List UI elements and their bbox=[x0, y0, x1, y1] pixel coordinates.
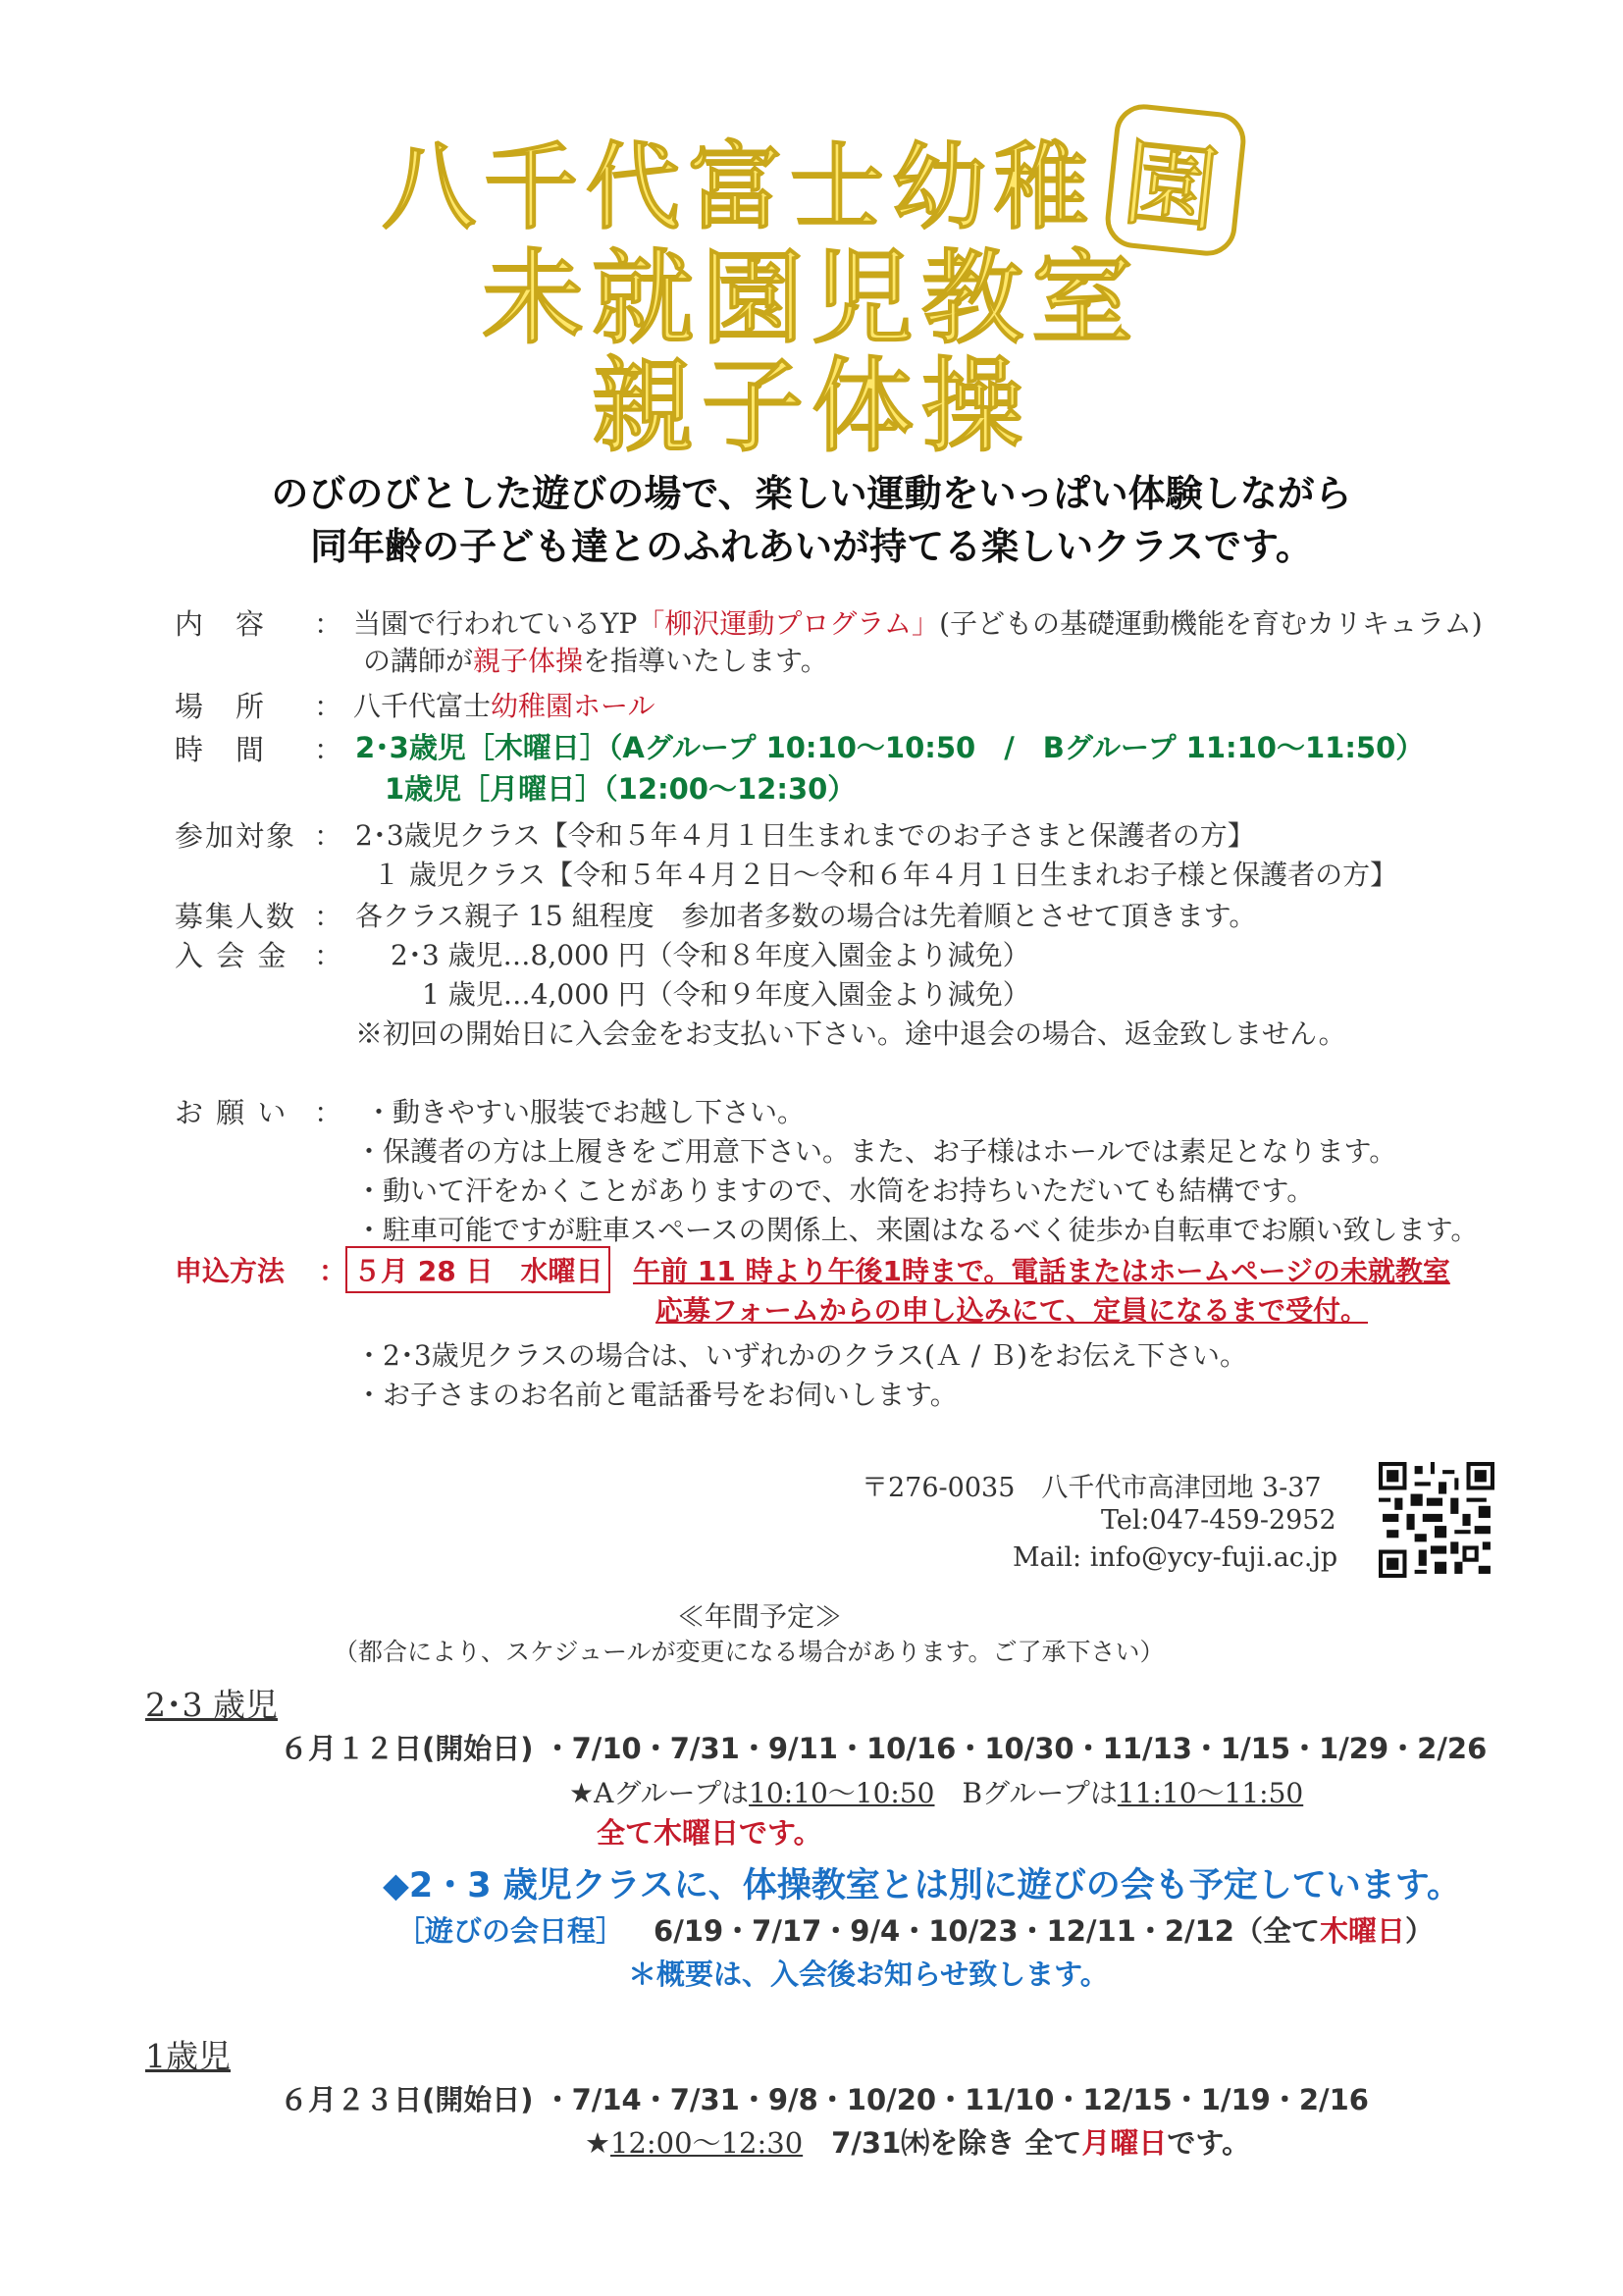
boshu-colon: ： bbox=[314, 900, 343, 933]
title-line-3: 親子体操 bbox=[591, 346, 1031, 466]
contact-address: 〒276-0035 八千代市高津団地 3-37 bbox=[862, 1473, 1322, 1503]
moushikomi-item: ・2･3歳児クラスの場合は、いずれかのクラス(Ａ / Ｂ)をお伝え下さい。 bbox=[355, 1339, 1248, 1372]
naiyou-colon: ： bbox=[314, 607, 343, 641]
jikan-line-1: 2･3歳児［木曜日］（Aグループ 10:10～10:50 / Bグループ 11:10～11:50） bbox=[355, 731, 1425, 764]
basho-pre: 八千代富士 bbox=[353, 690, 492, 722]
group1-note-line bbox=[585, 2121, 1250, 2162]
lead-line-2: 同年齢の子ども達とのふれあいが持てる楽しいクラスです。 bbox=[310, 525, 1313, 568]
basho-red: 幼稚園ホール bbox=[491, 690, 655, 722]
boshu-label: 募集人数 bbox=[175, 900, 297, 933]
onegai-item: ・動いて汗をかくことがありますので、水筒をお持ちいただいても結構です。 bbox=[355, 1174, 1315, 1207]
group1-label: 1歳児 bbox=[145, 2037, 231, 2075]
onegai-item: ・駐車可能ですが駐車スペースの関係上、来園はなるべく徒歩か自転車でお願い致します。 bbox=[355, 1214, 1479, 1246]
nyukai-colon: ： bbox=[314, 939, 343, 972]
taishou-line-1: 2･3歳児クラス【令和５年４月１日生まれまでのお子さまと保護者の方】 bbox=[355, 819, 1255, 852]
onegai-label: お 願 い bbox=[175, 1096, 288, 1129]
naiyou-label: 内 容 bbox=[175, 607, 267, 641]
nyukai-label: 入 会 金 bbox=[175, 939, 288, 972]
group1-note-red: 月曜日 bbox=[1081, 2126, 1168, 2160]
nyukai-note: ※初回の開始日に入会金をお支払い下さい。途中退会の場合、返金致しません。 bbox=[355, 1018, 1346, 1050]
moushikomi-item: ・お子さまのお名前と電話番号をお伺いします。 bbox=[355, 1379, 958, 1411]
group1-time: 12:00～12:30 bbox=[610, 2126, 804, 2160]
group1-note-pre: 7/31㈭を除き 全て bbox=[803, 2126, 1082, 2160]
naiyou-text-2 bbox=[363, 640, 828, 679]
asobi-line bbox=[396, 1909, 1434, 1950]
group23-all: 全て木曜日です。 bbox=[597, 1816, 822, 1850]
asobi-day: 木曜日 bbox=[1319, 1914, 1405, 1948]
onegai-item: ・動きやすい服装でお越し下さい。 bbox=[365, 1096, 806, 1128]
group1-note-post: です。 bbox=[1167, 2126, 1251, 2160]
moushikomi-colon: ： bbox=[319, 1255, 347, 1287]
onegai-colon: ： bbox=[314, 1096, 343, 1129]
naiyou-line2-pre: の講師が bbox=[363, 645, 474, 677]
asobi-headline: ◆2・3 歳児クラスに、体操教室とは別に遊びの会も予定しています。 bbox=[383, 1866, 1461, 1905]
asobi-close: ） bbox=[1404, 1914, 1434, 1948]
naiyou-line2-post: を指導いたします。 bbox=[583, 645, 828, 677]
nyukai-line-2: 1 歳児…4,000 円（令和９年度入園金より減免） bbox=[422, 978, 1030, 1011]
taishou-line-2: １ 歳児クラス【令和５年４月２日～令和６年４月１日生まれお子様と保護者の方】 bbox=[373, 859, 1398, 891]
moushikomi-date: ５月 28 日 水曜日 bbox=[345, 1246, 610, 1293]
asobi-note: ＊概要は、入会後お知らせ致します。 bbox=[628, 1957, 1109, 1991]
asobi-label: ［遊びの会日程］ bbox=[396, 1914, 625, 1948]
lead-line-1: のびのびとした遊びの場で、楽しい運動をいっぱい体験しながら bbox=[271, 472, 1352, 515]
jikan-line-2: 1歳児［月曜日］（12:00～12:30） bbox=[385, 772, 857, 806]
moushikomi-line-2: 応募フォームからの申し込みにて、定員になるまで受付。 bbox=[655, 1294, 1369, 1327]
group1-dates: ６月２３日(開始日) ・7/14・7/31・9/8・10/20・11/10・12/15・1/19・2/16 bbox=[280, 2083, 1369, 2116]
jikan-label: 時 間 bbox=[175, 733, 267, 766]
taishou-colon: ： bbox=[314, 819, 343, 853]
contact-tel: Tel:047-459-2952 bbox=[1101, 1505, 1336, 1536]
taishou-label: 参加対象 bbox=[175, 819, 297, 853]
naiyou-post: (子どもの基礎運動機能を育むカリキュラム) bbox=[939, 607, 1483, 640]
qr-code-icon bbox=[1379, 1462, 1494, 1578]
title-line-2: 未就園児教室 bbox=[481, 238, 1141, 358]
contact-mail: Mail: info@ycy-fuji.ac.jp bbox=[1013, 1542, 1338, 1573]
group23-b-time: 11:10～11:50 bbox=[1117, 1777, 1304, 1809]
moushikomi-line-1: 午前 11 時より午後1時まで。電話またはホームページの未就教室 bbox=[633, 1255, 1450, 1287]
group23-label: 2･3 歳児 bbox=[145, 1686, 278, 1724]
onegai-item: ・保護者の方は上履きをご用意下さい。また、お子様はホールでは素足となります。 bbox=[355, 1135, 1397, 1168]
title-line-1-main: 八千代富士幼稚 bbox=[382, 132, 1096, 242]
group23-star: ★Aグループは bbox=[569, 1777, 750, 1809]
schedule-heading: ≪年間予定≫ bbox=[677, 1600, 843, 1633]
nyukai-line-1: 2･3 歳児…8,000 円（令和８年度入園金より減免） bbox=[391, 939, 1030, 971]
naiyou-program: 「柳沢運動プログラム」 bbox=[637, 607, 940, 640]
boshu-text: 各クラス親子 15 組程度 参加者多数の場合は先着順とさせて頂きます。 bbox=[355, 900, 1257, 932]
naiyou-text bbox=[353, 602, 1483, 642]
basho-label: 場 所 bbox=[175, 690, 267, 723]
schedule-note: （都合により、スケジュールが変更になる場合があります。ご了承下さい） bbox=[334, 1638, 1165, 1666]
naiyou-pre: 当園で行われているYP bbox=[353, 607, 638, 640]
jikan-colon: ： bbox=[314, 733, 343, 766]
naiyou-line2-red: 親子体操 bbox=[473, 645, 584, 677]
group23-dates: ６月１２日(開始日) ・7/10・7/31・9/11・10/16・10/30・11/13・1/15・1/29・2/26 bbox=[280, 1732, 1488, 1765]
group1-star: ★ bbox=[585, 2126, 610, 2160]
title-line-1-end: 園 bbox=[1103, 101, 1249, 258]
group23-star-line bbox=[569, 1772, 1303, 1811]
moushikomi-label: 申込方法 bbox=[175, 1255, 286, 1287]
asobi-dates: 6/19・7/17・9/4・10/23・12/11・2/12（全て bbox=[654, 1914, 1320, 1948]
basho-text bbox=[353, 685, 654, 724]
group23-a-time: 10:10～10:50 bbox=[749, 1777, 935, 1809]
basho-colon: ： bbox=[314, 690, 343, 723]
group23-b-label: Bグループは bbox=[934, 1777, 1118, 1809]
